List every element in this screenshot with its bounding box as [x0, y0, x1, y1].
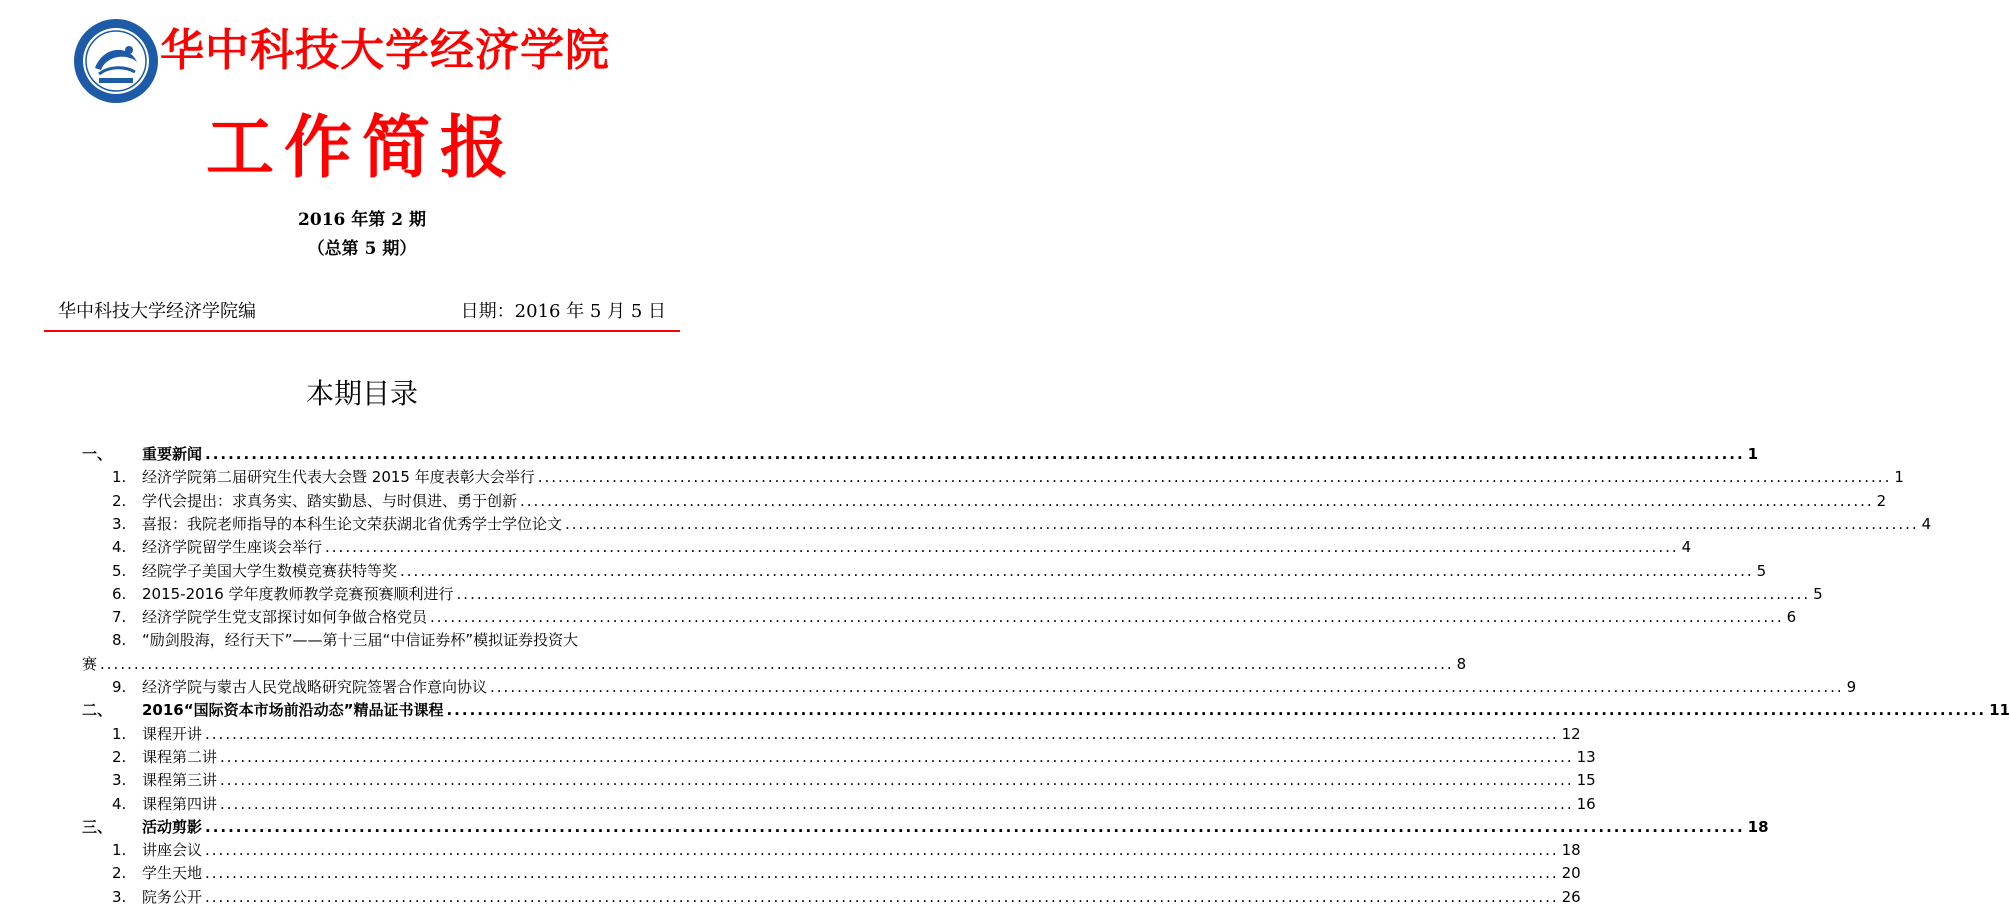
toc-item-text: 喜报：我院老师指导的本科生论文荣获湖北省优秀学士学位论文 — [142, 514, 563, 533]
toc-section-number: 二、 — [82, 701, 113, 720]
toc-item[interactable] — [112, 629, 652, 652]
toc-item[interactable] — [112, 466, 1904, 489]
toc-item[interactable] — [112, 839, 1581, 862]
date-line: 日期：2016 年 5 月 5 日 — [460, 301, 666, 322]
toc-item[interactable] — [112, 676, 1857, 699]
toc-item-text: 院务公开 — [142, 887, 203, 906]
toc-leader-dots: ........................................................................................................................................................................................................ — [205, 864, 1559, 883]
toc-item[interactable] — [112, 490, 1887, 513]
toc-leader-dots: ........................................................................................................................................................................................................ — [520, 491, 1874, 510]
toc-leader-dots: ........................................................................................................................................................................................................ — [446, 701, 1987, 720]
toc-item[interactable] — [112, 769, 1596, 792]
toc-item-text: 2015-2016 学年度教师教学竞赛预赛顺利进行 — [142, 584, 454, 603]
toc-section[interactable] — [82, 699, 2010, 722]
toc-item-number: 3. — [112, 514, 127, 533]
toc-item[interactable] — [112, 862, 1581, 885]
toc-item-number: 7. — [112, 608, 127, 627]
toc-leader-dots: ........................................................................................................................................................................................................ — [325, 538, 1679, 557]
toc-item[interactable] — [112, 606, 1797, 629]
toc-item-text: 经济学院留学生座谈会举行 — [142, 538, 323, 557]
toc-item-text: 经济学院第二届研究生代表大会暨 2015 年度表彰大会举行 — [142, 468, 535, 487]
toc-leader-dots: ........................................................................................................................................................................................................ — [490, 678, 1844, 696]
toc-item-text: 经济学院与蒙古人民党战略研究院签署合作意向协议 — [142, 678, 488, 696]
toc-item-text: 经济学院学生党支部探讨如何争做合格党员 — [142, 608, 428, 627]
toc-item[interactable] — [112, 723, 1581, 746]
toc-item-number: 6. — [112, 584, 127, 603]
toc-item-text: 学代会提出：求真务实、踏实勤恳、与时俱进、勇于创新 — [142, 491, 518, 510]
toc-page-number: 5 — [1813, 584, 1823, 603]
toc-page-number: 20 — [1561, 864, 1581, 883]
toc-page-number: 1 — [1894, 468, 1904, 487]
toc-item-text-continued: 赛 — [82, 654, 98, 673]
editor-line: 华中科技大学经济学院编 — [58, 301, 256, 322]
toc-page-number: 1 — [1747, 445, 1759, 463]
toc-item-number: 4. — [112, 538, 127, 557]
toc-page-number: 5 — [1756, 561, 1767, 580]
toc-leader-dots: ........................................................................................................................................................................................................ — [205, 445, 1745, 463]
toc-page-number: 2 — [1876, 491, 1887, 510]
toc-leader-dots: ........................................................................................................................................................................................................ — [400, 561, 1754, 580]
toc-page-number: 16 — [1576, 794, 1596, 813]
toc-page-number: 13 — [1576, 747, 1596, 766]
toc-item-text: 课程开讲 — [142, 724, 203, 743]
toc-section-number: 三、 — [82, 817, 113, 836]
toc-item-number: 2. — [112, 864, 127, 883]
toc-item[interactable] — [112, 536, 1692, 559]
toc-item[interactable] — [112, 886, 1581, 909]
toc-section-title: 活动剪影 — [142, 817, 203, 836]
toc-section-title: 重要新闻 — [142, 445, 203, 463]
toc-item-number: 1. — [112, 841, 127, 860]
school-title: 华中科技大学经济学院 — [160, 25, 610, 76]
toc-leader-dots: ........................................................................................................................................................................................................ — [100, 654, 1454, 673]
toc-item-number: 2. — [112, 747, 127, 766]
toc-item-number: 3. — [112, 887, 127, 906]
toc-item[interactable] — [112, 746, 1596, 769]
toc-item[interactable] — [112, 513, 1932, 536]
toc-leader-dots: ........................................................................................................................................................................................................ — [220, 771, 1574, 790]
toc-item-number: 9. — [112, 678, 127, 696]
toc-leader-dots: ........................................................................................................................................................................................................ — [537, 468, 1892, 487]
toc-item-continuation[interactable] — [82, 653, 1467, 676]
toc-item-number: 3. — [112, 771, 127, 790]
toc-item[interactable] — [112, 560, 1767, 583]
toc-item-number: 8. — [112, 631, 127, 650]
toc-page-number: 9 — [1846, 678, 1857, 696]
toc-item-number: 1. — [112, 724, 127, 743]
toc-title: 本期目录 — [305, 377, 418, 410]
toc-page-number: 4 — [1681, 538, 1692, 557]
toc-page-number: 8 — [1456, 654, 1467, 673]
toc-item-text: 课程第四讲 — [142, 794, 218, 813]
toc-leader-dots: ........................................................................................................................................................................................................ — [205, 724, 1559, 743]
toc-page-number: 26 — [1561, 887, 1581, 906]
toc-leader-dots: ........................................................................................................................................................................................................ — [205, 841, 1559, 860]
toc-item-text: 讲座会议 — [142, 841, 203, 860]
toc-item[interactable] — [112, 793, 1596, 816]
toc-page-number: 4 — [1921, 514, 1932, 533]
toc-item-text: 课程第三讲 — [142, 771, 218, 790]
header-divider — [44, 330, 680, 332]
toc-section-number: 一、 — [82, 445, 113, 463]
toc-page-number: 12 — [1561, 724, 1581, 743]
toc-page-number: 18 — [1747, 817, 1769, 836]
toc-leader-dots: ........................................................................................................................................................................................................ — [220, 747, 1574, 766]
toc-item[interactable] — [112, 583, 1823, 606]
toc-leader-dots: ........................................................................................................................................................................................................ — [456, 584, 1811, 603]
toc-leader-dots: ........................................................................................................................................................................................................ — [205, 817, 1745, 836]
toc-item-number: 2. — [112, 491, 127, 510]
toc-item-text: 学生天地 — [142, 864, 203, 883]
toc-page-number: 15 — [1576, 771, 1596, 790]
toc-leader-dots: ........................................................................................................................................................................................................ — [220, 794, 1574, 813]
university-seal-icon — [73, 18, 159, 104]
issue-number: 2016 年第 2 期 — [298, 210, 426, 230]
toc-item-number: 5. — [112, 561, 127, 580]
toc-section[interactable] — [82, 443, 1759, 466]
toc-section[interactable] — [82, 816, 1769, 839]
toc-page-number: 18 — [1561, 841, 1581, 860]
toc-item-number: 4. — [112, 794, 127, 813]
bulletin-title: 工作简报 — [205, 109, 518, 188]
toc-leader-dots: ........................................................................................................................................................................................................ — [430, 608, 1784, 627]
toc-item-text: 课程第二讲 — [142, 747, 218, 766]
toc-item-text: “励剑股海，经行天下”——第十三届“中信证券杯”模拟证券投资大 — [142, 631, 579, 650]
total-issue-number: （总第 5 期） — [307, 239, 417, 259]
toc-item-number: 1. — [112, 468, 127, 487]
toc-leader-dots: ........................................................................................................................................................................................................ — [565, 514, 1919, 533]
toc-page-number: 11 — [1989, 701, 2010, 720]
toc-section-title: 2016“国际资本市场前沿动态”精品证书课程 — [142, 701, 444, 720]
toc-page-number: 6 — [1786, 608, 1797, 627]
toc-leader-dots: ........................................................................................................................................................................................................ — [205, 887, 1559, 906]
toc-item-text: 经院学子美国大学生数模竞赛获特等奖 — [142, 561, 398, 580]
